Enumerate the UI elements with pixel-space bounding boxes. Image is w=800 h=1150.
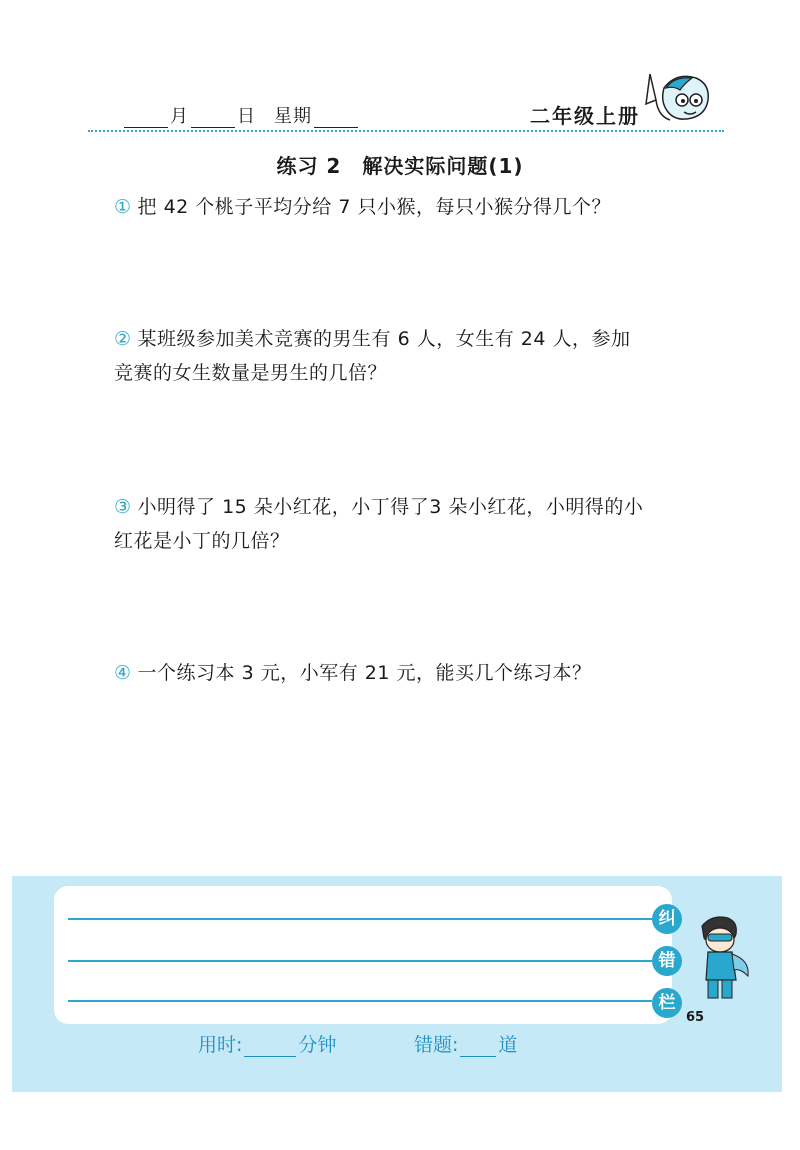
month-label: 月 [170,106,189,127]
question-2 [114,322,694,390]
correction-card [54,886,672,1024]
question-number: ③ [114,496,132,518]
correction-line-1[interactable] [68,918,652,920]
page-number: 65 [686,1010,705,1025]
question-1 [114,190,694,224]
question-number: ① [114,196,132,218]
correction-line-3[interactable] [68,1000,652,1002]
question-4 [114,656,694,690]
correction-badge-2: 错 [652,946,682,976]
question-text-line2: 红花是小丁的几倍？ [114,530,290,552]
time-unit: 分钟 [298,1034,337,1056]
error-count-field [414,1030,517,1057]
question-text: 一个练习本 3 元，小军有 21 元，能买几个练习本？ [137,662,592,684]
correction-line-2[interactable] [68,960,652,962]
errors-blank[interactable] [460,1036,496,1057]
day-label: 日 [237,106,256,127]
superhero-mascot-icon [688,912,752,1004]
question-text-line1: 小明得了 15 朵小红花，小丁得了3 朵小红花，小明得的小 [137,496,644,518]
exercise-title: 练习 2 解决实际问题(1) [276,154,524,178]
weekday-label: 星期 [274,106,312,127]
time-blank[interactable] [244,1036,296,1057]
question-text-line2: 竞赛的女生数量是男生的几倍？ [114,362,388,384]
question-text-line1: 某班级参加美术竞赛的男生有 6 人，女生有 24 人，参加 [137,328,631,350]
question-number: ④ [114,662,132,684]
month-blank[interactable] [124,109,168,128]
question-number: ② [114,328,132,350]
weekday-blank[interactable] [314,109,358,128]
correction-badge-3: 栏 [652,988,682,1018]
time-label: 用时: [198,1034,243,1056]
grade-label: 二年级上册 [530,104,640,128]
mascot-icon [636,70,716,132]
errors-label: 错题: [414,1034,459,1056]
errors-unit: 道 [498,1034,518,1056]
date-row [122,102,360,128]
question-text: 把 42 个桃子平均分给 7 只小猴，每只小猴分得几个？ [137,196,611,218]
correction-badge-1: 纠 [652,904,682,934]
question-3 [114,490,694,558]
day-blank[interactable] [191,109,235,128]
time-spent-field [198,1030,336,1057]
header-divider [88,130,724,132]
